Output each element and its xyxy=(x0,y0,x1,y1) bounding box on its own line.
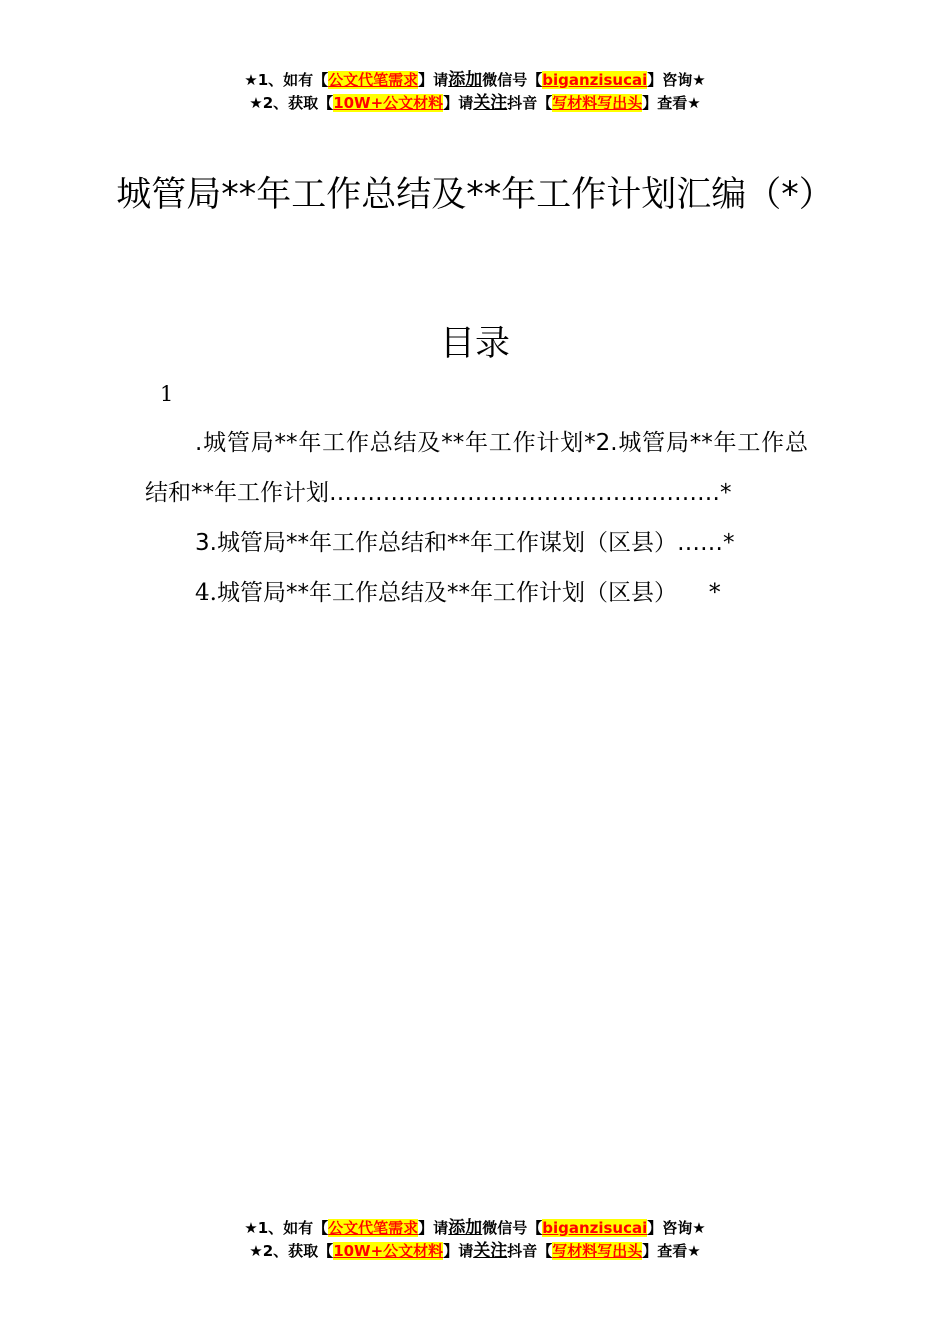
banner-text: ★2、获取【 xyxy=(249,94,334,112)
banner-text: 抖音【 xyxy=(507,1242,553,1260)
banner-text: 】请 xyxy=(443,94,474,112)
toc-entry-1-2: .城管局**年工作总结及**年工作计划*2.城管局**年工作总结和**年工作计划……………………………………………* xyxy=(145,430,808,506)
banner-text: 微信号【 xyxy=(482,1219,543,1237)
banner-highlight: 10W+公文材料 xyxy=(333,1242,444,1260)
toc-entry-4-number: 4. xyxy=(195,580,217,606)
toc-entry-3: 3.城管局**年工作总结和**年工作谋划（区县）……* xyxy=(195,530,735,556)
banner-text: 】查看★ xyxy=(642,1242,701,1260)
banner-underlined: 添加 xyxy=(448,70,483,90)
toc-entry-4-text: 城管局**年工作总结及**年工作计划（区县） xyxy=(216,580,677,606)
toc-entry-4-page: * xyxy=(708,580,721,606)
banner-underlined: 添加 xyxy=(448,1218,483,1238)
banner-text: 微信号【 xyxy=(482,71,543,89)
banner-text: ★1、如有【 xyxy=(244,71,329,89)
header-banner xyxy=(0,69,950,115)
document-title: 城管局**年工作总结及**年工作计划汇编（*） xyxy=(116,175,834,215)
banner-highlight: biganzisucai xyxy=(542,1219,648,1237)
toc-number: 1 xyxy=(160,382,174,406)
banner-text: 】查看★ xyxy=(642,94,701,112)
banner-line-2 xyxy=(0,1240,950,1263)
banner-highlight: 公文代笔需求 xyxy=(328,71,419,89)
banner-text: 抖音【 xyxy=(507,94,553,112)
banner-text: ★2、获取【 xyxy=(249,1242,334,1260)
banner-text: 】请 xyxy=(418,1219,449,1237)
banner-line-2 xyxy=(0,92,950,115)
banner-underlined: 关注 xyxy=(473,93,508,113)
banner-text: 】请 xyxy=(418,71,449,89)
toc-entry-4 xyxy=(145,568,808,618)
banner-underlined: 关注 xyxy=(473,1241,508,1261)
banner-text: 】咨询★ xyxy=(647,1219,706,1237)
banner-highlight: 10W+公文材料 xyxy=(333,94,444,112)
banner-line-1 xyxy=(0,69,950,92)
banner-highlight: 公文代笔需求 xyxy=(328,1219,419,1237)
table-of-contents xyxy=(145,418,808,618)
banner-highlight: 写材料写出头 xyxy=(552,94,643,112)
banner-text: 】请 xyxy=(443,1242,474,1260)
banner-line-1 xyxy=(0,1217,950,1240)
banner-highlight: 写材料写出头 xyxy=(552,1242,643,1260)
banner-text: ★1、如有【 xyxy=(244,1219,329,1237)
banner-highlight: biganzisucai xyxy=(542,71,648,89)
banner-text: 】咨询★ xyxy=(647,71,706,89)
toc-heading: 目录 xyxy=(439,324,510,364)
footer-banner xyxy=(0,1217,950,1263)
